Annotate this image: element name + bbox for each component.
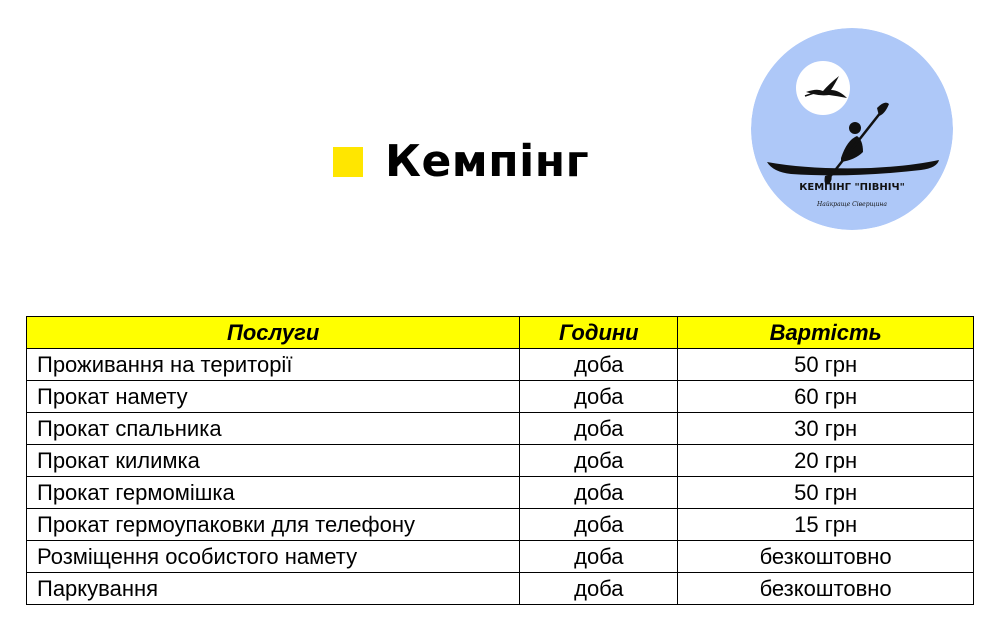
table-row	[27, 541, 974, 573]
service-cell: Прокат гермоупаковки для телефону	[27, 509, 520, 541]
table-row	[27, 349, 974, 381]
yellow-square-bullet-icon	[333, 147, 363, 177]
table-row	[27, 445, 974, 477]
service-cell: Прокат намету	[27, 381, 520, 413]
services-price-table	[26, 316, 974, 605]
service-cell: Прокат спальника	[27, 413, 520, 445]
hours-cell: доба	[520, 573, 678, 605]
service-cell: Проживання на території	[27, 349, 520, 381]
header-hours: Години	[520, 317, 678, 349]
price-cell: 50 грн	[678, 477, 974, 509]
price-cell: 15 грн	[678, 509, 974, 541]
hours-cell: доба	[520, 509, 678, 541]
price-cell: 30 грн	[678, 413, 974, 445]
logo-moon	[796, 61, 850, 115]
header-services: Послуги	[27, 317, 520, 349]
hours-cell: доба	[520, 445, 678, 477]
service-cell: Прокат килимка	[27, 445, 520, 477]
hours-cell: доба	[520, 381, 678, 413]
price-cell: 20 грн	[678, 445, 974, 477]
page-heading	[333, 136, 590, 187]
logo-tagline: Найкраще Сіверщина	[817, 201, 887, 208]
hours-cell: доба	[520, 413, 678, 445]
table-row	[27, 413, 974, 445]
header-price: Вартість	[678, 317, 974, 349]
table-row	[27, 477, 974, 509]
price-cell: 50 грн	[678, 349, 974, 381]
page-title: Кемпінг	[385, 136, 590, 187]
service-cell: Розміщення особистого намету	[27, 541, 520, 573]
table-row	[27, 381, 974, 413]
table-header-row	[27, 317, 974, 349]
hours-cell: доба	[520, 541, 678, 573]
table-row	[27, 509, 974, 541]
logo-name: КЕМПІНГ "ПІВНІЧ"	[799, 182, 905, 193]
table-row	[27, 573, 974, 605]
camping-logo	[751, 28, 953, 230]
price-cell: безкоштовно	[678, 541, 974, 573]
price-cell: 60 грн	[678, 381, 974, 413]
hours-cell: доба	[520, 349, 678, 381]
price-cell: безкоштовно	[678, 573, 974, 605]
service-cell: Прокат гермомішка	[27, 477, 520, 509]
hours-cell: доба	[520, 477, 678, 509]
service-cell: Паркування	[27, 573, 520, 605]
